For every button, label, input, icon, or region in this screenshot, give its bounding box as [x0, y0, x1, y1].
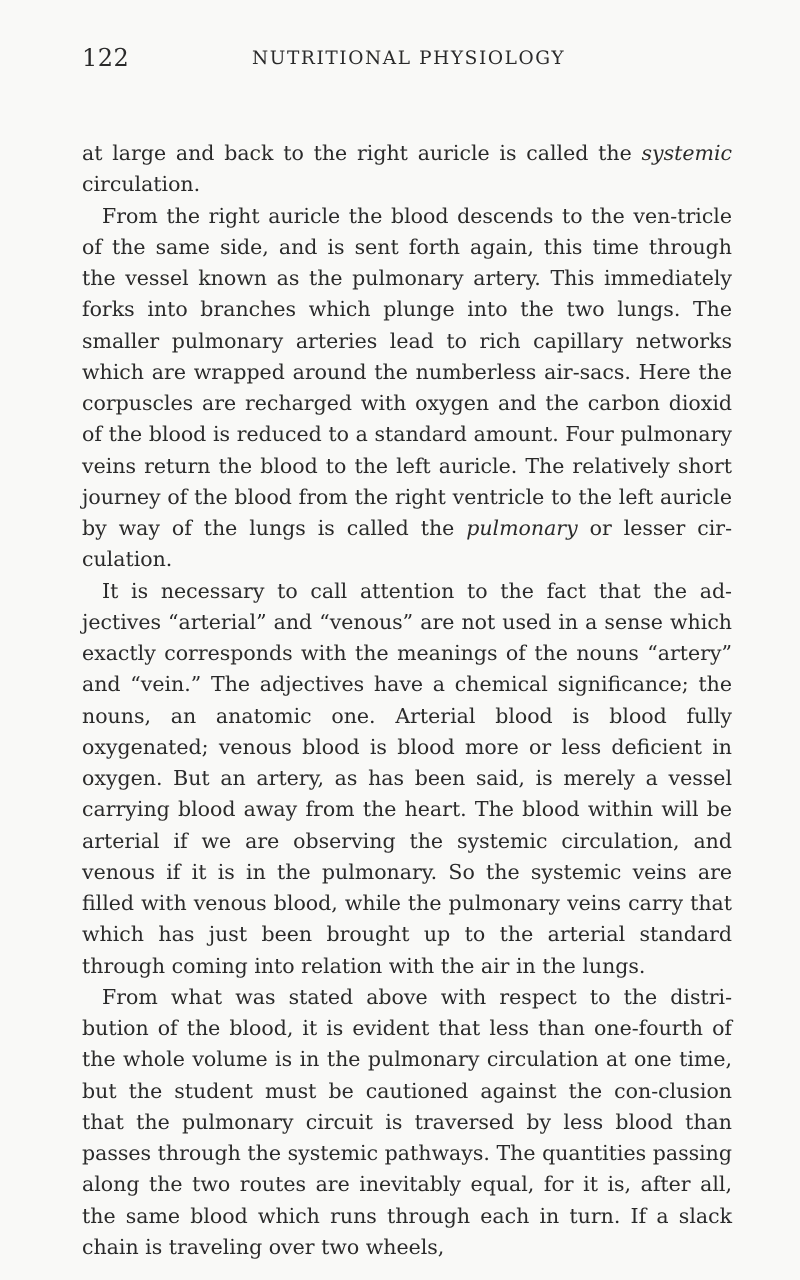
paragraph-1-text: at large and back to the right auricle is called the: [82, 141, 642, 165]
running-head: NUTRITIONAL PHYSIOLOGY: [252, 48, 566, 69]
paragraph-3-text: It is necessary to call attention to the fact that the ad-jectives “arterial” and “venous” are not used in a sense which exactly corresponds with the meanings of the nouns “artery” and “vein.” The adjectives have a chemical significance; the nouns, an anatomic one. Arterial blood is blood fully oxygenated; venous blood is blood more or less deficient in oxygen. But an artery, as has been said, is merely a vessel carrying blood away from the heart. The blood within will be arterial if we are observing the systemic circulation, and venous if it is in the pulmonary. So the systemic veins are filled with venous blood, while the pulmonary veins carry that which has just been brought up to the arterial standard through coming into relation with the air in the lungs.: [82, 578, 732, 978]
term-systemic: systemic: [641, 141, 732, 165]
page-number: 122: [82, 44, 130, 72]
paragraph-4-text: From what was stated above with respect to the distri-bution of the blood, it is evident that less than one-fourth of the whole volume is in the pulmonary circulation at one time, but the student must be cautioned against the con-clusion that the pulmonary circuit is traversed by less blood than passes through the systemic pathways. The quantities passing along the two routes are inevitably equal, for it is, after all, the same blood which runs through each in turn. If a slack chain is traveling over two wheels,: [82, 984, 732, 1259]
paragraph-4: [82, 982, 732, 1263]
paragraph-1: [82, 138, 732, 201]
paragraph-1-tail: circulation.: [82, 172, 201, 197]
paragraph-2: [82, 201, 732, 576]
term-pulmonary: pulmonary: [466, 516, 578, 540]
page-header: [82, 44, 732, 78]
body-text: [82, 138, 732, 1263]
book-page: [82, 44, 732, 1263]
paragraph-2-text: From the right auricle the blood descends to the ven-tricle of the same side, and is sent forth again, this time through the vessel known as the pulmonary artery. This immediately forks into branches which plunge into the two lungs. The smaller pulmonary arteries lead to rich capillary networks which are wrapped around the numberless air-sacs. Here the corpuscles are recharged with oxygen and the carbon dioxid of the blood is reduced to a standard amount. Four pulmonary veins return the blood to the left auricle. The relatively short journey of the blood from the right ventricle to the left auricle by way of the lungs is called the: [82, 203, 732, 540]
paragraph-2-tail: or lesser cir-culation.: [82, 516, 732, 572]
paragraph-3: [82, 576, 732, 982]
